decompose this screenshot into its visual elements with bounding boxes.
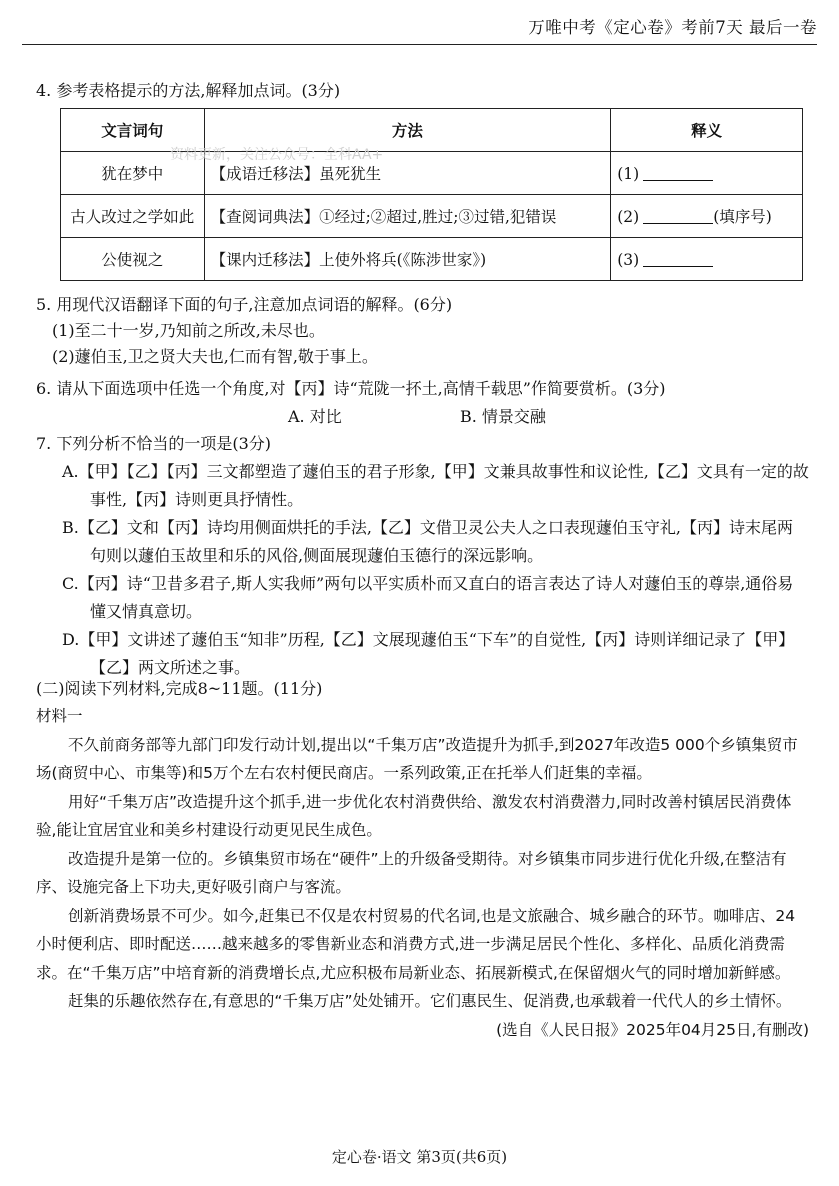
- q5: [36, 292, 809, 370]
- material-paragraph: 不久前商务部等九部门印发行动计划,提出以“千集万店”改造提升为抓手,到2027年改造5 000个乡镇集贸市场(商贸中心、市集等)和5万个左右农村便民商店。一系列政策,正在托举人们赶集的幸福。: [36, 735, 798, 782]
- row-answer: (1): [611, 152, 803, 195]
- material-label: 材料一: [36, 707, 83, 725]
- q5-stem: 5. 用现代汉语翻译下面的句子,注意加点词语的解释。(6分): [36, 295, 453, 314]
- q7-stem: 7. 下列分析不恰当的一项是(3分): [36, 434, 272, 453]
- page-footer: 定心卷·语文 第3页(共6页): [331, 1148, 508, 1166]
- q7-option: B.【乙】文和【丙】诗均用侧面烘托的手法,【乙】文借卫灵公夫人之口表现蘧伯玉守礼,【丙】诗末尾两句则以蘧伯玉故里和乐的风俗,侧面展现蘧伯玉德行的深远影响。: [62, 518, 794, 565]
- row-phrase: 犹在梦中: [61, 152, 205, 195]
- q5-item: (1)至二十一岁,乃知前之所改,未尽也。: [52, 321, 325, 340]
- row-answer: (2) (填序号): [611, 195, 803, 238]
- q4-stem: 4. 参考表格提示的方法,解释加点词。(3分): [36, 81, 341, 100]
- answer-blank[interactable]: [643, 164, 713, 181]
- q7: [36, 430, 809, 682]
- row-phrase: 公使视之: [61, 238, 205, 281]
- q6-stem: 6. 请从下面选项中任选一个角度,对【丙】诗“荒陇一抔土,高情千载思”作简要赏析。(3分): [36, 379, 666, 398]
- material-paragraph: 改造提升是第一位的。乡镇集贸市场在“硬件”上的升级备受期待。对乡镇集市同步进行优化升级,在整洁有序、设施完备上下功夫,更好吸引商户与客流。: [36, 849, 787, 896]
- exam-header: 万唯中考《定心卷》考前7天 最后一卷: [528, 18, 817, 37]
- q4-table: [60, 108, 803, 281]
- q5-item: (2)蘧伯玉,卫之贤大夫也,仁而有智,敬于事上。: [52, 347, 378, 366]
- row-answer: (3): [611, 238, 803, 281]
- answer-blank[interactable]: [643, 250, 713, 267]
- q7-option: A.【甲】【乙】【丙】三文都塑造了蘧伯玉的君子形象,【甲】文兼具故事性和议论性,【乙】文具有一定的故事性,【丙】诗则更具抒情性。: [62, 462, 809, 509]
- q7-option: C.【丙】诗“卫昔多君子,斯人实我师”两句以平实质朴而又直白的语言表达了诗人对蘧伯玉的尊崇,通俗易懂又情真意切。: [62, 574, 794, 621]
- table-row: [61, 195, 803, 238]
- q6-option-b: B. 情景交融: [460, 407, 546, 426]
- material-source: (选自《人民日报》2025年04月25日,有删改): [496, 1020, 809, 1039]
- material-paragraph: 用好“千集万店”改造提升这个抓手,进一步优化农村消费供给、激发农村消费潜力,同时改善村镇居民消费体验,能让宜居宜业和美乡村建设行动更见民生成色。: [36, 792, 792, 839]
- row-phrase: 古人改过之学如此: [61, 195, 205, 238]
- answer-blank[interactable]: [643, 207, 713, 224]
- material1: [36, 702, 809, 1044]
- header-rule: [22, 44, 817, 45]
- row-method: 【成语迁移法】虽死犹生: [204, 152, 611, 195]
- col-method: 方法: [204, 109, 611, 152]
- col-meaning: 释义: [611, 109, 803, 152]
- col-phrase: 文言词句: [61, 109, 205, 152]
- table-row: [61, 238, 803, 281]
- section2-stem: (二)阅读下列材料,完成8~11题。(11分): [36, 679, 323, 698]
- row-method: 【查阅词典法】①经过;②超过,胜过;③过错,犯错误: [204, 195, 611, 238]
- q7-option: D.【甲】文讲述了蘧伯玉“知非”历程,【乙】文展现蘧伯玉“下车”的自觉性,【丙】诗则详细记录了【甲】【乙】两文所述之事。: [62, 630, 795, 677]
- row-method: 【课内迁移法】上使外将兵(《陈涉世家》): [204, 238, 611, 281]
- material-paragraph: 赶集的乐趣依然存在,有意思的“千集万店”处处铺开。它们惠民生、促消费,也承载着一代代人的乡土情怀。: [68, 992, 792, 1010]
- q6-option-a: A. 对比: [288, 407, 342, 426]
- material-paragraph: 创新消费场景不可少。如今,赶集已不仅是农村贸易的代名词,也是文旅融合、城乡融合的环节。咖啡店、24小时便利店、即时配送……越来越多的零售新业态和消费方式,进一步满足居民个性化、多样化、品质化消费需求。在“千集万店”中培育新的消费增长点,尤应积极布局新业态、拓展新模式,在保留烟火气的同时增加新鲜感。: [36, 906, 796, 982]
- watermark: 资料更新，关注公众号：全科AA+: [170, 147, 384, 163]
